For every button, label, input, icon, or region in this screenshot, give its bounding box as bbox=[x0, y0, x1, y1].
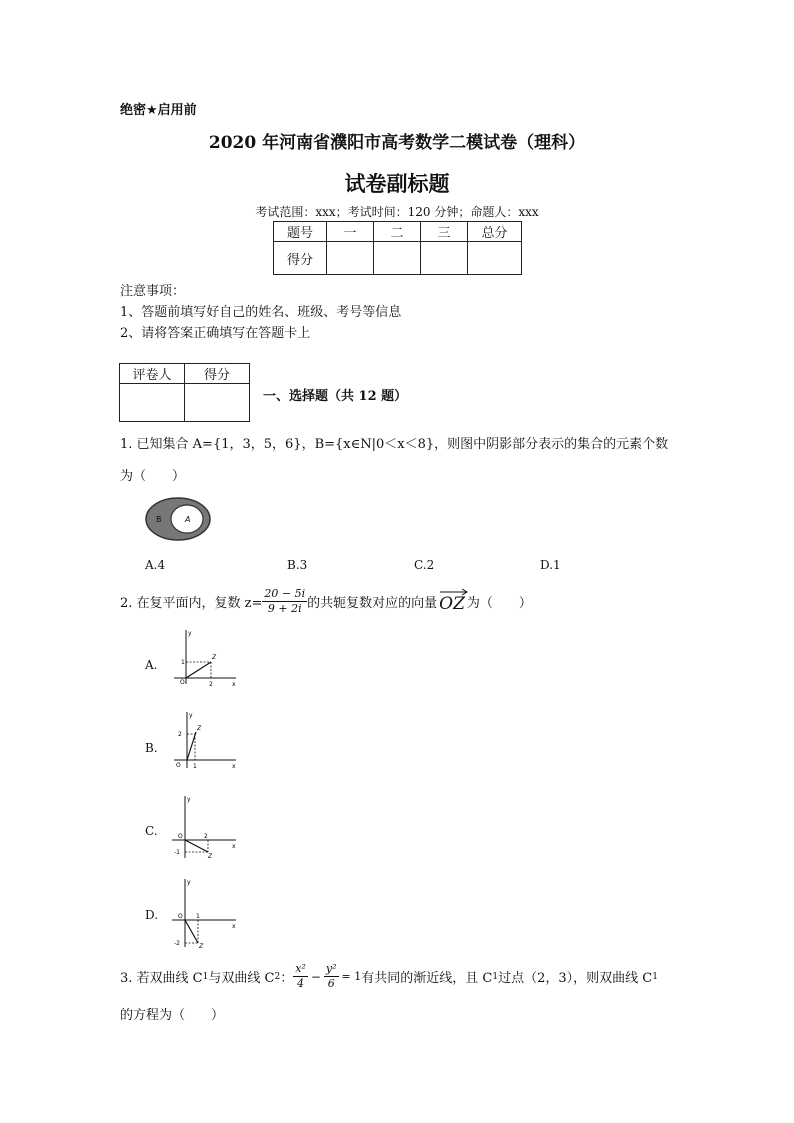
venn-label-a: A bbox=[185, 515, 191, 524]
score-header: 总分 bbox=[468, 222, 522, 242]
q2-graph-d bbox=[170, 875, 240, 950]
score-header: 二 bbox=[374, 222, 421, 242]
exam-subtitle: 试卷副标题 bbox=[344, 172, 450, 196]
q3-subscript: 1 bbox=[202, 971, 209, 982]
origin-label: O bbox=[178, 833, 183, 840]
q3-frac-den: 4 bbox=[297, 977, 305, 990]
q1-option-b[interactable]: B.3 bbox=[287, 558, 308, 572]
notes-heading: 注意事项： bbox=[120, 284, 186, 299]
axis-label-y: y bbox=[187, 796, 191, 803]
q1-option-c[interactable]: C.2 bbox=[414, 558, 435, 572]
axis-label-y: y bbox=[188, 630, 192, 637]
q2-prefix: 2. 在复平面内，复数 z= bbox=[120, 596, 263, 611]
q2-denominator: 9 + 2i bbox=[267, 602, 302, 615]
confidential-label: 绝密★启用前 bbox=[120, 103, 197, 118]
point-label-z: Z bbox=[208, 853, 213, 860]
q3-after: 有共同的渐近线，且 C bbox=[361, 971, 493, 986]
question-3-text: 3. 若双曲线 C 1 与双曲线 C 2 ： $\frac{\text{x²}}{4}$ − $\frac{\text{y²}}{6}$ = 1 有共同的渐近线，且 C 1 过点（2，3），则双曲线 C 1 bbox=[120, 962, 658, 990]
q2-graph-c bbox=[170, 792, 240, 860]
question-2-text bbox=[120, 587, 532, 616]
point-label-z: Z bbox=[199, 943, 204, 950]
notes-item: 1、答题前填写好自己的姓名、班级、考号等信息 bbox=[120, 305, 402, 320]
grader-cell[interactable] bbox=[185, 384, 250, 422]
axis-label-y: y bbox=[187, 879, 191, 886]
origin-label: O bbox=[178, 913, 183, 920]
question-1-text-cont: 为（ ） bbox=[120, 469, 186, 484]
axis-label-x: x bbox=[232, 923, 236, 930]
tick-label: 1 bbox=[196, 913, 200, 920]
q3-subscript: 1 bbox=[492, 971, 499, 982]
notes bbox=[120, 281, 401, 344]
tick-label: 1 bbox=[181, 659, 185, 666]
grader-header: 评卷人 bbox=[120, 364, 185, 384]
q3-after2: 过点（2，3），则双曲线 C bbox=[498, 971, 653, 986]
score-cell[interactable] bbox=[374, 242, 421, 275]
axis-label-y: y bbox=[189, 712, 193, 719]
q3-subscript: 1 bbox=[652, 971, 658, 982]
q3-equals: = 1 bbox=[341, 970, 362, 983]
section-title: 一、选择题（共 12 题） bbox=[263, 389, 408, 404]
q2-numerator: 20 − 5i bbox=[264, 587, 306, 600]
q3-frac-num: y² bbox=[325, 962, 337, 975]
point-label-z: Z bbox=[212, 654, 217, 661]
q2-option-b[interactable]: B. bbox=[145, 741, 158, 755]
q3-frac-num: x² bbox=[295, 962, 306, 975]
score-header: 题号 bbox=[274, 222, 327, 242]
point-label-z: Z bbox=[197, 725, 202, 732]
notes-item: 2、请将答案正确填写在答题卡上 bbox=[120, 326, 311, 341]
q2-vector bbox=[439, 590, 465, 614]
q3-mid: 与双曲线 C bbox=[208, 971, 275, 986]
q3-colon: ： bbox=[280, 971, 294, 986]
q2-option-a[interactable]: A. bbox=[145, 658, 158, 672]
vector-line bbox=[185, 920, 198, 943]
venn-diagram bbox=[145, 495, 215, 543]
vector-arrow-icon bbox=[439, 588, 469, 596]
q2-fraction bbox=[262, 587, 307, 616]
tick-label: 2 bbox=[204, 833, 208, 840]
q3-prefix: 3. 若双曲线 C bbox=[120, 971, 203, 986]
score-cell[interactable] bbox=[421, 242, 468, 275]
axis-label-x: x bbox=[232, 681, 236, 688]
origin-label: O bbox=[176, 762, 181, 769]
q2-graph-b bbox=[170, 708, 240, 770]
q3-subscript: 2 bbox=[274, 971, 281, 982]
question-1-text: 1. 已知集合 A={1，3，5，6}，B={x∈N|0＜x＜8}，则图中阴影部分表示的集合的元素个数 bbox=[120, 437, 669, 452]
q2-graph-a bbox=[170, 626, 240, 688]
grader-cell[interactable] bbox=[120, 384, 185, 422]
question-3-text-cont: 的方程为（ ） bbox=[120, 1008, 225, 1023]
tick-label: 1 bbox=[193, 763, 197, 770]
q2-option-d[interactable]: D. bbox=[145, 908, 159, 922]
q3-fraction-x bbox=[293, 962, 308, 991]
tick-label: 2 bbox=[178, 731, 182, 738]
score-cell[interactable] bbox=[327, 242, 374, 275]
grader-header: 得分 bbox=[185, 364, 250, 384]
venn-label-b: B bbox=[156, 515, 162, 524]
score-header: 一 bbox=[327, 222, 374, 242]
axis-label-x: x bbox=[232, 763, 236, 770]
score-table bbox=[273, 221, 522, 275]
score-header: 三 bbox=[421, 222, 468, 242]
q2-option-c[interactable]: C. bbox=[145, 824, 158, 838]
grader-table bbox=[119, 363, 250, 422]
tick-label: -2 bbox=[174, 940, 180, 947]
tick-label: 2 bbox=[209, 681, 213, 688]
q2-end: 为（ ） bbox=[466, 596, 532, 611]
q2-suffix: 的共轭复数对应的向量 bbox=[307, 596, 438, 611]
tick-label: -1 bbox=[174, 849, 180, 856]
exam-title: 2020 年河南省濮阳市高考数学二模试卷（理科） bbox=[208, 133, 586, 153]
exam-info: 考试范围：xxx；考试时间：120 分钟；命题人：xxx bbox=[255, 205, 539, 219]
vector-line bbox=[186, 662, 211, 678]
score-cell[interactable] bbox=[468, 242, 522, 275]
q2-vector-label: OZ bbox=[439, 593, 465, 614]
axis-label-x: x bbox=[232, 843, 236, 850]
q3-frac-den: 6 bbox=[327, 977, 335, 990]
q3-fraction-y bbox=[324, 962, 339, 991]
score-row-label: 得分 bbox=[274, 242, 327, 275]
q1-option-a[interactable]: A.4 bbox=[145, 558, 166, 572]
origin-label: O bbox=[180, 679, 185, 686]
vector-line bbox=[185, 840, 208, 852]
q1-option-d[interactable]: D.1 bbox=[540, 558, 561, 572]
